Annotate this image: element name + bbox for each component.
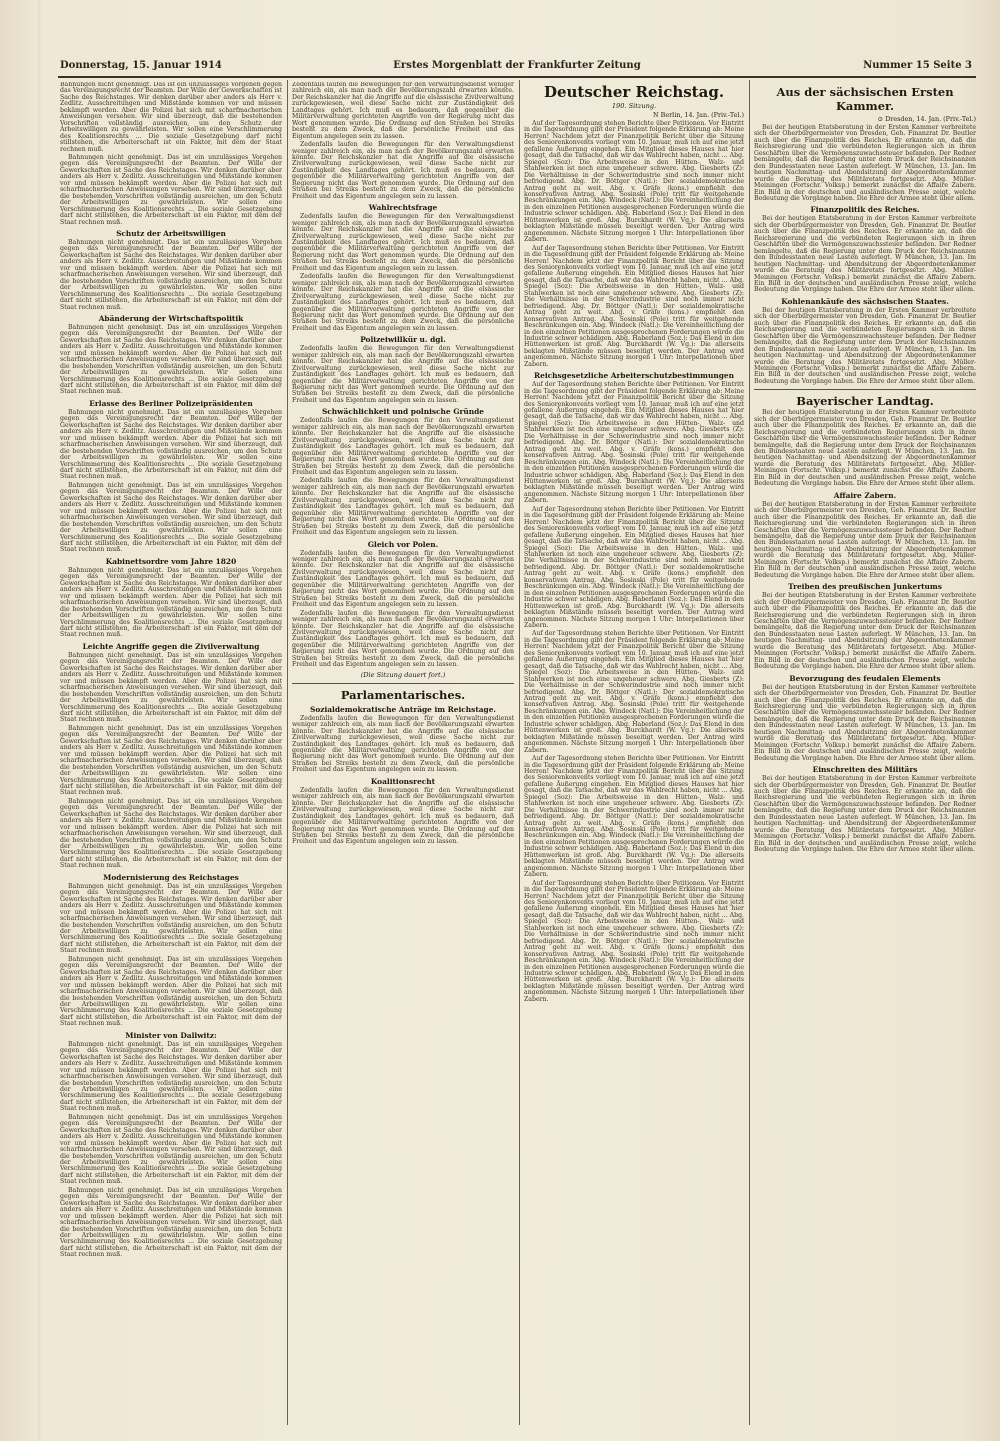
- subheading: Polizeiwillkür u. dgl.: [360, 335, 446, 345]
- body-paragraph: Bei der heutigen Etatsberatung in der Ersten Kammer verbreitete sich der Oberbürgermeister von Dresden, Geh. Finanzrat Dr. Beutler auch über die Finanzpolitik des Reiches. Er erkannte an, daß die Reichsregierung und die verbündeten Regierungen sich in ihren Geschäften über die Vermögenszuwachssteuer befanden. Der Redner bemängelte, daß die Regierung unter dem Druck der Reichsinanzen den Bundesstaaten neue Lasten auferlegt. W München, 13. Jan. Im heutigen Nachmittag- und Abendsitzung der Abgeordnetenkammer wurde die Beratung des Militäretats fortgesetzt. Abg. Müller-Meiningen (Fortschr. Volksp.) bemerkt zunächst die Affaire Zabern. Ein Bild in der deutschen und ausländischen Presse zeigt, welche Bedeutung die Vorgänge haben. Die Ehre der Armee steht über allem.: [754, 215, 976, 294]
- body-paragraph: Zedenfalls laufen die Bewegungen für den Verwaltungsdienst weniger zahlreich ein, als man nach der Bevölkerungszahl erwarten könnte. Der Reichskanzler hat die Angriffe auf die elsässische Zivilverwaltung zurückgewiesen, weil diese Sache nicht zur Zuständigkeit des Landtages gehört. Ich muß es bedauern, daß gegenüber die Militärverwaltung gerichteten Angriffe von der Regierung nicht das Wort genommen wurde. Die Ordnung auf den Straßen bei Streiks besteht zu dem Zweck, daß die persönliche Freiheit und das Eigentum angelegen sein zu lassen.: [292, 82, 514, 140]
- body-paragraph: Zedenfalls laufen die Bewegungen für den Verwaltungsdienst weniger zahlreich ein, als man nach der Bevölkerungszahl erwarten könnte. Der Reichskanzler hat die Angriffe auf die elsässische Zivilverwaltung zurückgewiesen, weil diese Sache nicht zur Zuständigkeit des Landtages gehört. Ich muß es bedauern, daß gegenüber die Militärverwaltung gerichteten Angriffe von der Regierung nicht das Wort genommen wurde. Die Ordnung auf den Straßen bei Streiks besteht zu dem Zweck, daß die persönliche Freiheit und das Eigentum angelegen sein zu lassen.: [292, 609, 514, 669]
- body-paragraph: Bahnungen nicht genehmigt. Das ist ein unzulässiges Vorgehen gegen das Vereinigungsrecht der Beamten. Der Wille der Gewerkschaften ist Sache des Reichstages. Wir denken darüber aber anders als Herr v. Zedlitz. Ausschreitungen und Mißstände kommen vor und müssen bekämpft werden. Aber die Polizei hat sich mit scharfmacherischen Anweisungen versehen. Wir sind überzeugt, daß die bestehenden Vorschriften vollständig ausreichen, um den Schutz der Arbeitswilligen zu gewährleisten. Wir sollen eine Verschlimmerung des Koalitionsrechts ... Die soziale Gesetzgebung darf nicht stillstehen, die Arbeiterschaft ist ein Faktor, mit dem der Staat rechnen muß.: [60, 797, 282, 870]
- subheading: Wahlrechtsfrage: [368, 203, 438, 213]
- body-paragraph: Bahnungen nicht genehmigt. Das ist ein unzulässiges Vorgehen gegen das Vereinigungsrecht der Beamten. Der Wille der Gewerkschaften ist Sache des Reichstages. Wir denken darüber aber anders als Herr v. Zedlitz. Ausschreitungen und Mißstände kommen vor und müssen bekämpft werden. Aber die Polizei hat sich mit scharfmacherischen Anweisungen versehen. Wir sind überzeugt, daß die bestehenden Vorschriften vollständig ausreichen, um den Schutz der Arbeitswilligen zu gewährleisten. Wir sollen eine Verschlimmerung des Koalitionsrechts ... Die soziale Gesetzgebung darf nicht stillstehen, die Arbeiterschaft ist ein Faktor, mit dem der Staat rechnen muß.: [60, 408, 282, 481]
- subheading: Leichte Angriffe gegen die Zivilverwaltung: [82, 641, 260, 651]
- body-paragraph: Auf der Tagesordnung stehen Berichte über Petitionen. Vor Eintritt in die Tagesordnung gibt der Präsident folgende Erklärung ab: Meine Herren! Nachdem jetzt der Finanzpolitik Bericht über die Sitzung des Seniorenkonvents vorliegt vom 10. Januar, muß ich auf eine jetzt gefallene Äußerung eingehen. Ein Mitglied dieses Hauses hat hier gesagt, daß die Tatsache, daß wir das Wahlrecht haben, nicht ... Abg. Spiegel (Soz): Die Arbeitsweise in den Hütten-, Walz- und Stahlwerken ist noch eine ungeheuer schwere. Abg. Giesberts (Z): Die Verhältnisse in der Schwerindustrie sind noch immer nicht befriedigend. Abg. Dr. Böttger (Natl.): Der sozialdemokratische Antrag geht zu weit. Abg. v. Gräfe (kons.) empfiehlt den konservativen Antrag. Abg. Sosinski (Pole) tritt für weitgehende Beschränkungen ein. Abg. Windeck (Natl.): Die Vereinheitlichung der in den einzelnen Petitionen ausgesprochenen Forderungen würde die Industrie schwer schädigen. Abg. Haberland (Soz.): Das Elend in den Hüttenwerken ist groß. Abg. Burckhardt (W. Vg.): Die allerseits beklagten Mißstände müssen beseitigt werden. Der Antrag wird angenommen. Nächste Sitzung morgen 1 Uhr: Interpellationen über Zabern.: [524, 505, 744, 629]
- body-paragraph: Zedenfalls laufen die Bewegungen für den Verwaltungsdienst weniger zahlreich ein, als man nach der Bevölkerungszahl erwarten könnte. Der Reichskanzler hat die Angriffe auf die elsässische Zivilverwaltung zurückgewiesen, weil diese Sache nicht zur Zuständigkeit des Landtages gehört. Ich muß es bedauern, daß gegenüber die Militärverwaltung gerichteten Angriffe von der Regierung nicht das Wort genommen wurde. Die Ordnung auf den Straßen bei Streiks besteht zu dem Zweck, daß die persönliche Freiheit und das Eigentum angelegen sein zu lassen.: [292, 345, 514, 404]
- subheading: Affaire Zabern.: [833, 490, 897, 500]
- column-4: [754, 82, 976, 1422]
- page-fold-shadow: [38, 0, 42, 1441]
- body-paragraph: Zedenfalls laufen die Bewegungen für den Verwaltungsdienst weniger zahlreich ein, als man nach der Bevölkerungszahl erwarten könnte. Der Reichskanzler hat die Angriffe auf die elsässische Zivilverwaltung zurückgewiesen, weil diese Sache nicht zur Zuständigkeit des Landtages gehört. Ich muß es bedauern, daß gegenüber die Militärverwaltung gerichteten Angriffe von der Regierung nicht das Wort genommen wurde. Die Ordnung auf den Straßen bei Streiks besteht zu dem Zweck, daß die persönliche Freiheit und das Eigentum angelegen sein zu lassen.: [292, 273, 514, 332]
- body-paragraph: Zedenfalls laufen die Bewegungen für den Verwaltungsdienst weniger zahlreich ein, als man nach der Bevölkerungszahl erwarten könnte. Der Reichskanzler hat die Angriffe auf die elsässische Zivilverwaltung zurückgewiesen, weil diese Sache nicht zur Zuständigkeit des Landtages gehört. Ich muß es bedauern, daß gegenüber die Militärverwaltung gerichteten Angriffe von der Regierung nicht das Wort genommen wurde. Die Ordnung auf den Straßen bei Streiks besteht zu dem Zweck, daß die persönliche Freiheit und das Eigentum angelegen sein zu lassen.: [292, 141, 514, 200]
- body-paragraph: Auf der Tagesordnung stehen Berichte über Petitionen. Vor Eintritt in die Tagesordnung gibt der Präsident folgende Erklärung ab: Meine Herren! Nachdem jetzt der Finanzpolitik Bericht über die Sitzung des Seniorenkonvents vorliegt vom 10. Januar, muß ich auf eine jetzt gefallene Äußerung eingehen. Ein Mitglied dieses Hauses hat hier gesagt, daß die Tatsache, daß wir das Wahlrecht haben, nicht ... Abg. Spiegel (Soz): Die Arbeitsweise in den Hütten-, Walz- und Stahlwerken ist noch eine ungeheuer schwere. Abg. Giesberts (Z): Die Verhältnisse in der Schwerindustrie sind noch immer nicht befriedigend. Abg. Dr. Böttger (Natl.): Der sozialdemokratische Antrag geht zu weit. Abg. v. Gräfe (kons.) empfiehlt den konservativen Antrag. Abg. Sosinski (Pole) tritt für weitgehende Beschränkungen ein. Abg. Windeck (Natl.): Die Vereinheitlichung der in den einzelnen Petitionen ausgesprochenen Forderungen würde die Industrie schwer schädigen. Abg. Haberland (Soz.): Das Elend in den Hüttenwerken ist groß. Abg. Burckhardt (W. Vg.): Die allerseits beklagten Mißstände müssen beseitigt werden. Der Antrag wird angenommen. Nächste Sitzung morgen 1 Uhr: Interpellationen über Zabern.: [524, 630, 744, 754]
- body-paragraph: Auf der Tagesordnung stehen Berichte über Petitionen. Vor Eintritt in die Tagesordnung gibt der Präsident folgende Erklärung ab: Meine Herren! Nachdem jetzt der Finanzpolitik Bericht über die Sitzung des Seniorenkonvents vorliegt vom 10. Januar, muß ich auf eine jetzt gefallene Äußerung eingehen. Ein Mitglied dieses Hauses hat hier gesagt, daß die Tatsache, daß wir das Wahlrecht haben, nicht ... Abg. Spiegel (Soz): Die Arbeitsweise in den Hütten-, Walz- und Stahlwerken ist noch eine ungeheuer schwere. Abg. Giesberts (Z): Die Verhältnisse in der Schwerindustrie sind noch immer nicht befriedigend. Abg. Dr. Böttger (Natl.): Der sozialdemokratische Antrag geht zu weit. Abg. v. Gräfe (kons.) empfiehlt den konservativen Antrag. Abg. Sosinski (Pole) tritt für weitgehende Beschränkungen ein. Abg. Windeck (Natl.): Die Vereinheitlichung der in den einzelnen Petitionen ausgesprochenen Forderungen würde die Industrie schwer schädigen. Abg. Haberland (Soz.): Das Elend in den Hüttenwerken ist groß. Abg. Burckhardt (W. Vg.): Die allerseits beklagten Mißstände müssen beseitigt werden. Der Antrag wird angenommen. Nächste Sitzung morgen 1 Uhr: Interpellationen über Zabern.: [524, 120, 744, 244]
- body-paragraph: Bei der heutigen Etatsberatung in der Ersten Kammer verbreitete sich der Oberbürgermeister von Dresden, Geh. Finanzrat Dr. Beutler auch über die Finanzpolitik des Reiches. Er erkannte an, daß die Reichsregierung und die verbündeten Regierungen sich in ihren Geschäften über die Vermögenszuwachssteuer befanden. Der Redner bemängelte, daß die Regierung unter dem Druck der Reichsinanzen den Bundesstaaten neue Lasten auferlegt. W München, 13. Jan. Im heutigen Nachmittag- und Abendsitzung der Abgeordnetenkammer wurde die Beratung des Militäretats fortgesetzt. Abg. Müller-Meiningen (Fortschr. Volksp.) bemerkt zunächst die Affaire Zabern. Ein Bild in der deutschen und ausländischen Presse zeigt, welche Bedeutung die Vorgänge haben. Die Ehre der Armee steht über allem.: [754, 592, 976, 671]
- body-paragraph: Bahnungen nicht genehmigt. Das ist ein unzulässiges Vorgehen gegen das Vereinigungsrecht der Beamten. Der Wille der Gewerkschaften ist Sache des Reichstages. Wir denken darüber aber anders als Herr v. Zedlitz. Ausschreitungen und Mißstände kommen vor und müssen bekämpft werden. Aber die Polizei hat sich mit scharfmacherischen Anweisungen versehen. Wir sind überzeugt, daß die bestehenden Vorschriften vollständig ausreichen, um den Schutz der Arbeitswilligen zu gewährleisten. Wir sollen eine Verschlimmerung des Koalitionsrechts ... Die soziale Gesetzgebung darf nicht stillstehen, die Arbeiterschaft ist ein Faktor, mit dem der Staat rechnen muß.: [60, 882, 282, 955]
- masthead: [58, 60, 976, 78]
- divider: [292, 683, 514, 684]
- body-paragraph: Bahnungen nicht genehmigt. Das ist ein unzulässiges Vorgehen gegen das Vereinigungsrecht der Beamten. Der Wille der Gewerkschaften ist Sache des Reichstages. Wir denken darüber aber anders als Herr v. Zedlitz. Ausschreitungen und Mißstände kommen vor und müssen bekämpft werden. Aber die Polizei hat sich mit scharfmacherischen Anweisungen versehen. Wir sind überzeugt, daß die bestehenden Vorschriften vollständig ausreichen, um den Schutz der Arbeitswilligen zu gewährleisten. Wir sollen eine Verschlimmerung des Koalitionsrechts ... Die soziale Gesetzgebung darf nicht stillstehen, die Arbeiterschaft ist ein Faktor, mit dem der Staat rechnen muß.: [60, 651, 282, 724]
- body-paragraph: Bahnungen nicht genehmigt. Das ist ein unzulässiges Vorgehen gegen das Vereinigungsrecht der Beamten. Der Wille der Gewerkschaften ist Sache des Reichstages. Wir denken darüber aber anders als Herr v. Zedlitz. Ausschreitungen und Mißstände kommen vor und müssen bekämpft werden. Aber die Polizei hat sich mit scharfmacherischen Anweisungen versehen. Wir sind überzeugt, daß die bestehenden Vorschriften vollständig ausreichen, um den Schutz der Arbeitswilligen zu gewährleisten. Wir sollen eine Verschlimmerung des Koalitionsrechts ... Die soziale Gesetzgebung darf nicht stillstehen, die Arbeiterschaft ist ein Faktor, mit dem der Staat rechnen muß.: [60, 724, 282, 797]
- column-rule: [287, 80, 288, 1425]
- subheading: Modernisierung des Reichstages: [103, 872, 239, 882]
- body-paragraph: Bahnungen nicht genehmigt. Das ist ein unzulässiges Vorgehen gegen das Vereinigungsrecht der Beamten. Der Wille der Gewerkschaften ist Sache des Reichstages. Wir denken darüber aber anders als Herr v. Zedlitz. Ausschreitungen und Mißstände kommen vor und müssen bekämpft werden. Aber die Polizei hat sich mit scharfmacherischen Anweisungen versehen. Wir sind überzeugt, daß die bestehenden Vorschriften vollständig ausreichen, um den Schutz der Arbeitswilligen zu gewährleisten. Wir sollen eine Verschlimmerung des Koalitionsrechts ... Die soziale Gesetzgebung darf nicht stillstehen, die Arbeiterschaft ist ein Faktor, mit dem der Staat rechnen muß.: [60, 1113, 282, 1186]
- body-paragraph: Auf der Tagesordnung stehen Berichte über Petitionen. Vor Eintritt in die Tagesordnung gibt der Präsident folgende Erklärung ab: Meine Herren! Nachdem jetzt der Finanzpolitik Bericht über die Sitzung des Seniorenkonvents vorliegt vom 10. Januar, muß ich auf eine jetzt gefallene Äußerung eingehen. Ein Mitglied dieses Hauses hat hier gesagt, daß die Tatsache, daß wir das Wahlrecht haben, nicht ... Abg. Spiegel (Soz): Die Arbeitsweise in den Hütten-, Walz- und Stahlwerken ist noch eine ungeheuer schwere. Abg. Giesberts (Z): Die Verhältnisse in der Schwerindustrie sind noch immer nicht befriedigend. Abg. Dr. Böttger (Natl.): Der sozialdemokratische Antrag geht zu weit. Abg. v. Gräfe (kons.) empfiehlt den konservativen Antrag. Abg. Sosinski (Pole) tritt für weitgehende Beschränkungen ein. Abg. Windeck (Natl.): Die Vereinheitlichung der in den einzelnen Petitionen ausgesprochenen Forderungen würde die Industrie schwer schädigen. Abg. Haberland (Soz.): Das Elend in den Hüttenwerken ist groß. Abg. Burckhardt (W. Vg.): Die allerseits beklagten Mißstände müssen beseitigt werden. Der Antrag wird angenommen. Nächste Sitzung morgen 1 Uhr: Interpellationen über Zabern.: [524, 244, 744, 368]
- article-title: Deutscher Reichstag.: [543, 83, 725, 101]
- column-1: [60, 82, 282, 1422]
- dateline: ⊙ Dresden, 14. Jan. (Priv.-Tel.): [877, 115, 976, 123]
- subheading: Finanzpolitik des Reiches.: [810, 205, 920, 215]
- subheading: Bevorzugung des feudalen Elements: [789, 673, 941, 683]
- subheading: Kohlenankäufe des sächsischen Staates.: [781, 296, 949, 306]
- body-paragraph: Bei der heutigen Etatsberatung in der Ersten Kammer verbreitete sich der Oberbürgermeister von Dresden, Geh. Finanzrat Dr. Beutler auch über die Finanzpolitik des Reiches. Er erkannte an, daß die Reichsregierung und die verbündeten Regierungen sich in ihren Geschäften über die Vermögenszuwachssteuer befanden. Der Redner bemängelte, daß die Regierung unter dem Druck der Reichsinanzen den Bundesstaaten neue Lasten auferlegt. W München, 13. Jan. Im heutigen Nachmittag- und Abendsitzung der Abgeordnetenkammer wurde die Beratung des Militäretats fortgesetzt. Abg. Müller-Meiningen (Fortschr. Volksp.) bemerkt zunächst die Affaire Zabern. Ein Bild in der deutschen und ausländischen Presse zeigt, welche Bedeutung die Vorgänge haben. Die Ehre der Armee steht über allem.: [754, 409, 976, 488]
- column-rule: [749, 80, 750, 1425]
- body-paragraph: Bahnungen nicht genehmigt. Das ist ein unzulässiges Vorgehen gegen das Vereinigungsrecht der Beamten. Der Wille der Gewerkschaften ist Sache des Reichstages. Wir denken darüber aber anders als Herr v. Zedlitz. Ausschreitungen und Mißstände kommen vor und müssen bekämpft werden. Aber die Polizei hat sich mit scharfmacherischen Anweisungen versehen. Wir sind überzeugt, daß die bestehenden Vorschriften vollständig ausreichen, um den Schutz der Arbeitswilligen zu gewährleisten. Wir sollen eine Verschlimmerung des Koalitionsrechts ... Die soziale Gesetzgebung darf nicht stillstehen, die Arbeiterschaft ist ein Faktor, mit dem der Staat rechnen muß.: [60, 1186, 282, 1259]
- column-3: [524, 82, 744, 1422]
- body-paragraph: Zedenfalls laufen die Bewegungen für den Verwaltungsdienst weniger zahlreich ein, als man nach der Bevölkerungszahl erwarten könnte. Der Reichskanzler hat die Angriffe auf die elsässische Zivilverwaltung zurückgewiesen, weil diese Sache nicht zur Zuständigkeit des Landtages gehört. Ich muß es bedauern, daß gegenüber die Militärverwaltung gerichteten Angriffe von der Regierung nicht das Wort genommen wurde. Die Ordnung auf den Straßen bei Streiks besteht zu dem Zweck, daß die persönliche Freiheit und das Eigentum angelegen sein zu lassen.: [292, 549, 514, 609]
- session-number: 190. Sitzung.: [611, 102, 657, 110]
- subheading: Abänderung der Wirtschaftspolitik: [98, 313, 244, 323]
- body-paragraph: Zedenfalls laufen die Bewegungen für den Verwaltungsdienst weniger zahlreich ein, als man nach der Bevölkerungszahl erwarten könnte. Der Reichskanzler hat die Angriffe auf die elsässische Zivilverwaltung zurückgewiesen, weil diese Sache nicht zur Zuständigkeit des Landtages gehört. Ich muß es bedauern, daß gegenüber die Militärverwaltung gerichteten Angriffe von der Regierung nicht das Wort genommen wurde. Die Ordnung auf den Straßen bei Streiks besteht zu dem Zweck, daß die persönliche Freiheit und das Eigentum angelegen sein zu lassen.: [292, 786, 514, 846]
- body-paragraph: Auf der Tagesordnung stehen Berichte über Petitionen. Vor Eintritt in die Tagesordnung gibt der Präsident folgende Erklärung ab: Meine Herren! Nachdem jetzt der Finanzpolitik Bericht über die Sitzung des Seniorenkonvents vorliegt vom 10. Januar, muß ich auf eine jetzt gefallene Äußerung eingehen. Ein Mitglied dieses Hauses hat hier gesagt, daß die Tatsache, daß wir das Wahlrecht haben, nicht ... Abg. Spiegel (Soz): Die Arbeitsweise in den Hütten-, Walz- und Stahlwerken ist noch eine ungeheuer schwere. Abg. Giesberts (Z): Die Verhältnisse in der Schwerindustrie sind noch immer nicht befriedigend. Abg. Dr. Böttger (Natl.): Der sozialdemokratische Antrag geht zu weit. Abg. v. Gräfe (kons.) empfiehlt den konservativen Antrag. Abg. Sosinski (Pole) tritt für weitgehende Beschränkungen ein. Abg. Windeck (Natl.): Die Vereinheitlichung der in den einzelnen Petitionen ausgesprochenen Forderungen würde die Industrie schwer schädigen. Abg. Haberland (Soz.): Das Elend in den Hüttenwerken ist groß. Abg. Burckhardt (W. Vg.): Die allerseits beklagten Mißstände müssen beseitigt werden. Der Antrag wird angenommen. Nächste Sitzung morgen 1 Uhr: Interpellationen über Zabern.: [524, 755, 744, 879]
- masthead-date: Donnerstag, 15. Januar 1914: [60, 60, 222, 71]
- body-paragraph: Bei der heutigen Etatsberatung in der Ersten Kammer verbreitete sich der Oberbürgermeister von Dresden, Geh. Finanzrat Dr. Beutler auch über die Finanzpolitik des Reiches. Er erkannte an, daß die Reichsregierung und die verbündeten Regierungen sich in ihren Geschäften über die Vermögenszuwachssteuer befanden. Der Redner bemängelte, daß die Regierung unter dem Druck der Reichsinanzen den Bundesstaaten neue Lasten auferlegt. W München, 13. Jan. Im heutigen Nachmittag- und Abendsitzung der Abgeordnetenkammer wurde die Beratung des Militäretats fortgesetzt. Abg. Müller-Meiningen (Fortschr. Volksp.) bemerkt zunächst die Affaire Zabern. Ein Bild in der deutschen und ausländischen Presse zeigt, welche Bedeutung die Vorgänge haben. Die Ehre der Armee steht über allem.: [754, 306, 976, 385]
- divider: [754, 389, 976, 390]
- body-paragraph: Bei der heutigen Etatsberatung in der Ersten Kammer verbreitete sich der Oberbürgermeister von Dresden, Geh. Finanzrat Dr. Beutler auch über die Finanzpolitik des Reiches. Er erkannte an, daß die Reichsregierung und die verbündeten Regierungen sich in ihren Geschäften über die Vermögenszuwachssteuer befanden. Der Redner bemängelte, daß die Regierung unter dem Druck der Reichsinanzen den Bundesstaaten neue Lasten auferlegt. W München, 13. Jan. Im heutigen Nachmittag- und Abendsitzung der Abgeordnetenkammer wurde die Beratung des Militäretats fortgesetzt. Abg. Müller-Meiningen (Fortschr. Volksp.) bemerkt zunächst die Affaire Zabern. Ein Bild in der deutschen und ausländischen Presse zeigt, welche Bedeutung die Vorgänge haben. Die Ehre der Armee steht über allem.: [754, 683, 976, 762]
- body-paragraph: Zedenfalls laufen die Bewegungen für den Verwaltungsdienst weniger zahlreich ein, als man nach der Bevölkerungszahl erwarten könnte. Der Reichskanzler hat die Angriffe auf die elsässische Zivilverwaltung zurückgewiesen, weil diese Sache nicht zur Zuständigkeit des Landtages gehört. Ich muß es bedauern, daß gegenüber die Militärverwaltung gerichteten Angriffe von der Regierung nicht das Wort genommen wurde. Die Ordnung auf den Straßen bei Streiks besteht zu dem Zweck, daß die persönliche Freiheit und das Eigentum angelegen sein zu lassen.: [292, 477, 514, 537]
- dateline: N Berlin, 14. Jan. (Priv.-Tel.): [653, 111, 744, 119]
- subheading: Schutz der Arbeitswilligen: [116, 228, 226, 238]
- subheading: Kabinettsordre vom Jahre 1820: [105, 556, 237, 566]
- subheading: Einschreiten des Militärs: [812, 765, 918, 775]
- column-2: [292, 82, 514, 1422]
- body-paragraph: Bei der heutigen Etatsberatung in der Ersten Kammer verbreitete sich der Oberbürgermeister von Dresden, Geh. Finanzrat Dr. Beutler auch über die Finanzpolitik des Reiches. Er erkannte an, daß die Reichsregierung und die verbündeten Regierungen sich in ihren Geschäften über die Vermögenszuwachssteuer befanden. Der Redner bemängelte, daß die Regierung unter dem Druck der Reichsinanzen den Bundesstaaten neue Lasten auferlegt. W München, 13. Jan. Im heutigen Nachmittag- und Abendsitzung der Abgeordnetenkammer wurde die Beratung des Militäretats fortgesetzt. Abg. Müller-Meiningen (Fortschr. Volksp.) bemerkt zunächst die Affaire Zabern. Ein Bild in der deutschen und ausländischen Presse zeigt, welche Bedeutung die Vorgänge haben. Die Ehre der Armee steht über allem.: [754, 124, 976, 202]
- masthead-paper-title: Erstes Morgenblatt der Frankfurter Zeitung: [393, 60, 641, 71]
- body-paragraph: Bahnungen nicht genehmigt. Das ist ein unzulässiges Vorgehen gegen das Vereinigungsrecht der Beamten. Der Wille der Gewerkschaften ist Sache des Reichstages. Wir denken darüber aber anders als Herr v. Zedlitz. Ausschreitungen und Mißstände kommen vor und müssen bekämpft werden. Aber die Polizei hat sich mit scharfmacherischen Anweisungen versehen. Wir sind überzeugt, daß die bestehenden Vorschriften vollständig ausreichen, um den Schutz der Arbeitswilligen zu gewährleisten. Wir sollen eine Verschlimmerung des Koalitionsrechts ... Die soziale Gesetzgebung darf nicht stillstehen, die Arbeiterschaft ist ein Faktor, mit dem der Staat rechnen muß.: [60, 323, 282, 396]
- subheading: Schwächlichkeit und polnische Gründe: [321, 407, 485, 417]
- body-paragraph: Auf der Tagesordnung stehen Berichte über Petitionen. Vor Eintritt in die Tagesordnung gibt der Präsident folgende Erklärung ab: Meine Herren! Nachdem jetzt der Finanzpolitik Bericht über die Sitzung des Seniorenkonvents vorliegt vom 10. Januar, muß ich auf eine jetzt gefallene Äußerung eingehen. Ein Mitglied dieses Hauses hat hier gesagt, daß die Tatsache, daß wir das Wahlrecht haben, nicht ... Abg. Spiegel (Soz): Die Arbeitsweise in den Hütten-, Walz- und Stahlwerken ist noch eine ungeheuer schwere. Abg. Giesberts (Z): Die Verhältnisse in der Schwerindustrie sind noch immer nicht befriedigend. Abg. Dr. Böttger (Natl.): Der sozialdemokratische Antrag geht zu weit. Abg. v. Gräfe (kons.) empfiehlt den konservativen Antrag. Abg. Sosinski (Pole) tritt für weitgehende Beschränkungen ein. Abg. Windeck (Natl.): Die Vereinheitlichung der in den einzelnen Petitionen ausgesprochenen Forderungen würde die Industrie schwer schädigen. Abg. Haberland (Soz.): Das Elend in den Hüttenwerken ist groß. Abg. Burckhardt (W. Vg.): Die allerseits beklagten Mißstände müssen beseitigt werden. Der Antrag wird angenommen. Nächste Sitzung morgen 1 Uhr: Interpellationen über Zabern.: [524, 381, 744, 505]
- session-continues-note: (Die Sitzung dauert fort.): [360, 670, 446, 679]
- body-paragraph: Bahnungen nicht genehmigt. Das ist ein unzulässiges Vorgehen gegen das Vereinigungsrecht der Beamten. Der Wille der Gewerkschaften ist Sache des Reichstages. Wir denken darüber aber anders als Herr v. Zedlitz. Ausschreitungen und Mißstände kommen vor und müssen bekämpft werden. Aber die Polizei hat sich mit scharfmacherischen Anweisungen versehen. Wir sind überzeugt, daß die bestehenden Vorschriften vollständig ausreichen, um den Schutz der Arbeitswilligen zu gewährleisten. Wir sollen eine Verschlimmerung des Koalitionsrechts ... Die soziale Gesetzgebung darf nicht stillstehen, die Arbeiterschaft ist ein Faktor, mit dem der Staat rechnen muß.: [60, 238, 282, 311]
- body-paragraph: Bahnungen nicht genehmigt. Das ist ein unzulässiges Vorgehen gegen das Vereinigungsrecht der Beamten. Der Wille der Gewerkschaften ist Sache des Reichstages. Wir denken darüber aber anders als Herr v. Zedlitz. Ausschreitungen und Mißstände kommen vor und müssen bekämpft werden. Aber die Polizei hat sich mit scharfmacherischen Anweisungen versehen. Wir sind überzeugt, daß die bestehenden Vorschriften vollständig ausreichen, um den Schutz der Arbeitswilligen zu gewährleisten. Wir sollen eine Verschlimmerung des Koalitionsrechts ... Die soziale Gesetzgebung darf nicht stillstehen, die Arbeiterschaft ist ein Faktor, mit dem der Staat rechnen muß.: [60, 1040, 282, 1113]
- section-title: Parlamentarisches.: [340, 687, 466, 702]
- body-paragraph: Bahnungen nicht genehmigt. Das ist ein unzulässiges Vorgehen gegen das Vereinigungsrecht der Beamten. Der Wille der Gewerkschaften ist Sache des Reichstages. Wir denken darüber aber anders als Herr v. Zedlitz. Ausschreitungen und Mißstände kommen vor und müssen bekämpft werden. Aber die Polizei hat sich mit scharfmacherischen Anweisungen versehen. Wir sind überzeugt, daß die bestehenden Vorschriften vollständig ausreichen, um den Schutz der Arbeitswilligen zu gewährleisten. Wir sollen eine Verschlimmerung des Koalitionsrechts ... Die soziale Gesetzgebung darf nicht stillstehen, die Arbeiterschaft ist ein Faktor, mit dem der Staat rechnen muß.: [60, 566, 282, 639]
- subheading: Koalitionsrecht: [370, 776, 436, 786]
- article-title: Bayerischer Landtag.: [796, 394, 934, 409]
- subheading: Treiben des preußischen Junkertums: [788, 582, 942, 592]
- subheading: Sozialdemokratische Anträge im Reichstage.: [309, 704, 496, 714]
- body-paragraph: Bei der heutigen Etatsberatung in der Ersten Kammer verbreitete sich der Oberbürgermeister von Dresden, Geh. Finanzrat Dr. Beutler auch über die Finanzpolitik des Reiches. Er erkannte an, daß die Reichsregierung und die verbündeten Regierungen sich in ihren Geschäften über die Vermögenszuwachssteuer befanden. Der Redner bemängelte, daß die Regierung unter dem Druck der Reichsinanzen den Bundesstaaten neue Lasten auferlegt. W München, 13. Jan. Im heutigen Nachmittag- und Abendsitzung der Abgeordnetenkammer wurde die Beratung des Militäretats fortgesetzt. Abg. Müller-Meiningen (Fortschr. Volksp.) bemerkt zunächst die Affaire Zabern. Ein Bild in der deutschen und ausländischen Presse zeigt, welche Bedeutung die Vorgänge haben. Die Ehre der Armee steht über allem.: [754, 500, 976, 579]
- article-title: Aus der sächsischen Ersten Kammer.: [776, 85, 954, 113]
- body-paragraph: Auf der Tagesordnung stehen Berichte über Petitionen. Vor Eintritt in die Tagesordnung gibt der Präsident folgende Erklärung ab: Meine Herren! Nachdem jetzt der Finanzpolitik Bericht über die Sitzung des Seniorenkonvents vorliegt vom 10. Januar, muß ich auf eine jetzt gefallene Äußerung eingehen. Ein Mitglied dieses Hauses hat hier gesagt, daß die Tatsache, daß wir das Wahlrecht haben, nicht ... Abg. Spiegel (Soz): Die Arbeitsweise in den Hütten-, Walz- und Stahlwerken ist noch eine ungeheuer schwere. Abg. Giesberts (Z): Die Verhältnisse in der Schwerindustrie sind noch immer nicht befriedigend. Abg. Dr. Böttger (Natl.): Der sozialdemokratische Antrag geht zu weit. Abg. v. Gräfe (kons.) empfiehlt den konservativen Antrag. Abg. Sosinski (Pole) tritt für weitgehende Beschränkungen ein. Abg. Windeck (Natl.): Die Vereinheitlichung der in den einzelnen Petitionen ausgesprochenen Forderungen würde die Industrie schwer schädigen. Abg. Haberland (Soz.): Das Elend in den Hüttenwerken ist groß. Abg. Burckhardt (W. Vg.): Die allerseits beklagten Mißstände müssen beseitigt werden. Der Antrag wird angenommen. Nächste Sitzung morgen 1 Uhr: Interpellationen über Zabern.: [524, 879, 744, 1003]
- body-paragraph: Bahnungen nicht genehmigt. Das ist ein unzulässiges Vorgehen gegen das Vereinigungsrecht der Beamten. Der Wille der Gewerkschaften ist Sache des Reichstages. Wir denken darüber aber anders als Herr v. Zedlitz. Ausschreitungen und Mißstände kommen vor und müssen bekämpft werden. Aber die Polizei hat sich mit scharfmacherischen Anweisungen versehen. Wir sind überzeugt, daß die bestehenden Vorschriften vollständig ausreichen, um den Schutz der Arbeitswilligen zu gewährleisten. Wir sollen eine Verschlimmerung des Koalitionsrechts ... Die soziale Gesetzgebung darf nicht stillstehen, die Arbeiterschaft ist ein Faktor, mit dem der Staat rechnen muß.: [60, 82, 282, 153]
- subheading: Gleich vor Polen.: [367, 539, 439, 549]
- body-paragraph: Bahnungen nicht genehmigt. Das ist ein unzulässiges Vorgehen gegen das Vereinigungsrecht der Beamten. Der Wille der Gewerkschaften ist Sache des Reichstages. Wir denken darüber aber anders als Herr v. Zedlitz. Ausschreitungen und Mißstände kommen vor und müssen bekämpft werden. Aber die Polizei hat sich mit scharfmacherischen Anweisungen versehen. Wir sind überzeugt, daß die bestehenden Vorschriften vollständig ausreichen, um den Schutz der Arbeitswilligen zu gewährleisten. Wir sollen eine Verschlimmerung des Koalitionsrechts ... Die soziale Gesetzgebung darf nicht stillstehen, die Arbeiterschaft ist ein Faktor, mit dem der Staat rechnen muß.: [60, 481, 282, 554]
- masthead-page-number: Nummer 15 Seite 3: [863, 60, 972, 71]
- body-paragraph: Bahnungen nicht genehmigt. Das ist ein unzulässiges Vorgehen gegen das Vereinigungsrecht der Beamten. Der Wille der Gewerkschaften ist Sache des Reichstages. Wir denken darüber aber anders als Herr v. Zedlitz. Ausschreitungen und Mißstände kommen vor und müssen bekämpft werden. Aber die Polizei hat sich mit scharfmacherischen Anweisungen versehen. Wir sind überzeugt, daß die bestehenden Vorschriften vollständig ausreichen, um den Schutz der Arbeitswilligen zu gewährleisten. Wir sollen eine Verschlimmerung des Koalitionsrechts ... Die soziale Gesetzgebung darf nicht stillstehen, die Arbeiterschaft ist ein Faktor, mit dem der Staat rechnen muß.: [60, 153, 282, 226]
- column-rule: [519, 80, 520, 1425]
- subheading: Reichsgesetzliche Arbeiterschutzbestimmungen: [533, 371, 734, 381]
- body-paragraph: Bei der heutigen Etatsberatung in der Ersten Kammer verbreitete sich der Oberbürgermeister von Dresden, Geh. Finanzrat Dr. Beutler auch über die Finanzpolitik des Reiches. Er erkannte an, daß die Reichsregierung und die verbündeten Regierungen sich in ihren Geschäften über die Vermögenszuwachssteuer befanden. Der Redner bemängelte, daß die Regierung unter dem Druck der Reichsinanzen den Bundesstaaten neue Lasten auferlegt. W München, 13. Jan. Im heutigen Nachmittag- und Abendsitzung der Abgeordnetenkammer wurde die Beratung des Militäretats fortgesetzt. Abg. Müller-Meiningen (Fortschr. Volksp.) bemerkt zunächst die Affaire Zabern. Ein Bild in der deutschen und ausländischen Presse zeigt, welche Bedeutung die Vorgänge haben. Die Ehre der Armee steht über allem.: [754, 775, 976, 854]
- subheading: Minister von Dallwitz:: [125, 1030, 217, 1040]
- body-paragraph: Bahnungen nicht genehmigt. Das ist ein unzulässiges Vorgehen gegen das Vereinigungsrecht der Beamten. Der Wille der Gewerkschaften ist Sache des Reichstages. Wir denken darüber aber anders als Herr v. Zedlitz. Ausschreitungen und Mißstände kommen vor und müssen bekämpft werden. Aber die Polizei hat sich mit scharfmacherischen Anweisungen versehen. Wir sind überzeugt, daß die bestehenden Vorschriften vollständig ausreichen, um den Schutz der Arbeitswilligen zu gewährleisten. Wir sollen eine Verschlimmerung des Koalitionsrechts ... Die soziale Gesetzgebung darf nicht stillstehen, die Arbeiterschaft ist ein Faktor, mit dem der Staat rechnen muß.: [60, 955, 282, 1028]
- body-paragraph: Zedenfalls laufen die Bewegungen für den Verwaltungsdienst weniger zahlreich ein, als man nach der Bevölkerungszahl erwarten könnte. Der Reichskanzler hat die Angriffe auf die elsässische Zivilverwaltung zurückgewiesen, weil diese Sache nicht zur Zuständigkeit des Landtages gehört. Ich muß es bedauern, daß gegenüber die Militärverwaltung gerichteten Angriffe von der Regierung nicht das Wort genommen wurde. Die Ordnung auf den Straßen bei Streiks besteht zu dem Zweck, daß die persönliche Freiheit und das Eigentum angelegen sein zu lassen.: [292, 417, 514, 477]
- subheading: Erlasse des Berliner Polizeipräsidenten: [89, 398, 253, 408]
- body-paragraph: Zedenfalls laufen die Bewegungen für den Verwaltungsdienst weniger zahlreich ein, als man nach der Bevölkerungszahl erwarten könnte. Der Reichskanzler hat die Angriffe auf die elsässische Zivilverwaltung zurückgewiesen, weil diese Sache nicht zur Zuständigkeit des Landtages gehört. Ich muß es bedauern, daß gegenüber die Militärverwaltung gerichteten Angriffe von der Regierung nicht das Wort genommen wurde. Die Ordnung auf den Straßen bei Streiks besteht zu dem Zweck, daß die persönliche Freiheit und das Eigentum angelegen sein zu lassen.: [292, 213, 514, 272]
- body-paragraph: Zedenfalls laufen die Bewegungen für den Verwaltungsdienst weniger zahlreich ein, als man nach der Bevölkerungszahl erwarten könnte. Der Reichskanzler hat die Angriffe auf die elsässische Zivilverwaltung zurückgewiesen, weil diese Sache nicht zur Zuständigkeit des Landtages gehört. Ich muß es bedauern, daß gegenüber die Militärverwaltung gerichteten Angriffe von der Regierung nicht das Wort genommen wurde. Die Ordnung auf den Straßen bei Streiks besteht zu dem Zweck, daß die persönliche Freiheit und das Eigentum angelegen sein zu lassen.: [292, 714, 514, 774]
